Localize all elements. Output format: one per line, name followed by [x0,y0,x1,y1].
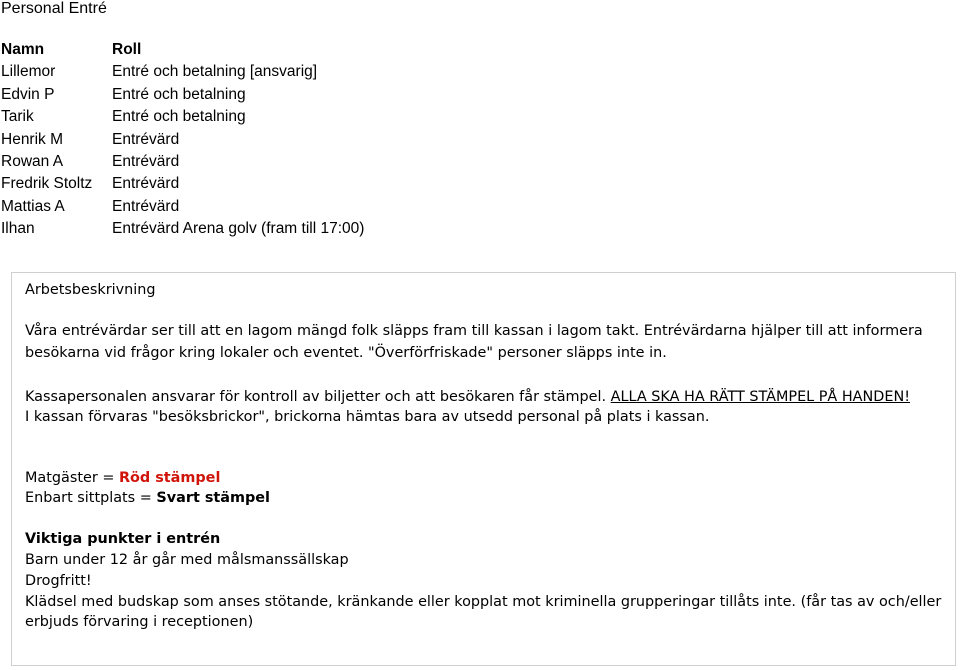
list-item-continuation: erbjuds förvaring i receptionen) [25,614,254,630]
table-row [1,173,364,195]
paragraph-line [25,387,910,408]
staff-role: Entré och betalning [112,85,246,103]
table-row [1,61,364,83]
table-row [1,196,364,218]
stamp-value-red: Röd stämpel [118,470,221,486]
staff-name: Fredrik Stoltz [1,175,93,193]
list-item: Klädsel med budskap som anses stötande, kränkande eller kopplat mot kriminella grupperingar tillåts inte. (får tas av och/eller [25,594,942,610]
staff-table-header [1,39,364,61]
paragraph-line: Våra entrévärdar ser till att en lagom mängd folk släpps fram till kassan i lagom takt. Entrévärdarna hjälper till att informera [25,323,923,339]
important-points-heading: Viktiga punkter i entrén [25,531,221,547]
staff-role: Entrévärd [112,197,180,215]
staff-name: Ilhan [1,220,35,238]
stamp-label: Enbart sittplats = [25,490,157,506]
stamp-rule-seating [25,488,270,509]
stamp-value-black: Svart stämpel [156,490,270,506]
staff-name: Edvin P [1,85,55,103]
staff-role: Entrévärd [112,152,180,170]
page-title: Personal Entré [1,0,107,17]
description-heading: Arbetsbeskrivning [25,282,156,298]
table-row [1,106,364,128]
table-row [1,218,364,240]
staff-name: Mattias A [1,197,65,215]
staff-table [1,39,364,241]
staff-name: Tarik [1,108,34,126]
staff-role: Entrévärd [112,130,180,148]
job-description-box [11,272,956,666]
paragraph-line: besökarna vid frågor kring lokaler och eventet. "Överförfriskade" personer släpps inte in. [25,345,667,361]
header-name: Namn [1,41,45,58]
list-item: Drogfritt! [25,573,92,589]
table-row [1,151,364,173]
header-role: Roll [112,41,142,58]
table-row [1,84,364,106]
staff-role: Entré och betalning [112,108,246,126]
stamp-rule-dinner [25,468,220,489]
staff-name: Lillemor [1,63,56,81]
staff-role: Entrévärd Arena golv (fram till 17:00) [112,220,365,238]
staff-role: Entrévärd [112,175,180,193]
staff-role: Entré och betalning [ansvarig] [112,63,318,81]
stamp-label: Matgäster = [25,470,119,486]
staff-name: Rowan A [1,152,64,170]
paragraph-line: I kassan förvaras "besöksbrickor", brickorna hämtas bara av utsedd personal på plats i kassan. [25,409,710,425]
paragraph-text: Kassapersonalen ansvarar för kontroll av biljetter och att besökaren får stämpel. [25,389,611,405]
list-item: Barn under 12 år går med målsmanssällskap [25,552,349,568]
table-row [1,129,364,151]
staff-name: Henrik M [1,130,64,148]
stamp-warning: ALLA SKA HA RÄTT STÄMPEL PÅ HANDEN! [610,389,910,405]
